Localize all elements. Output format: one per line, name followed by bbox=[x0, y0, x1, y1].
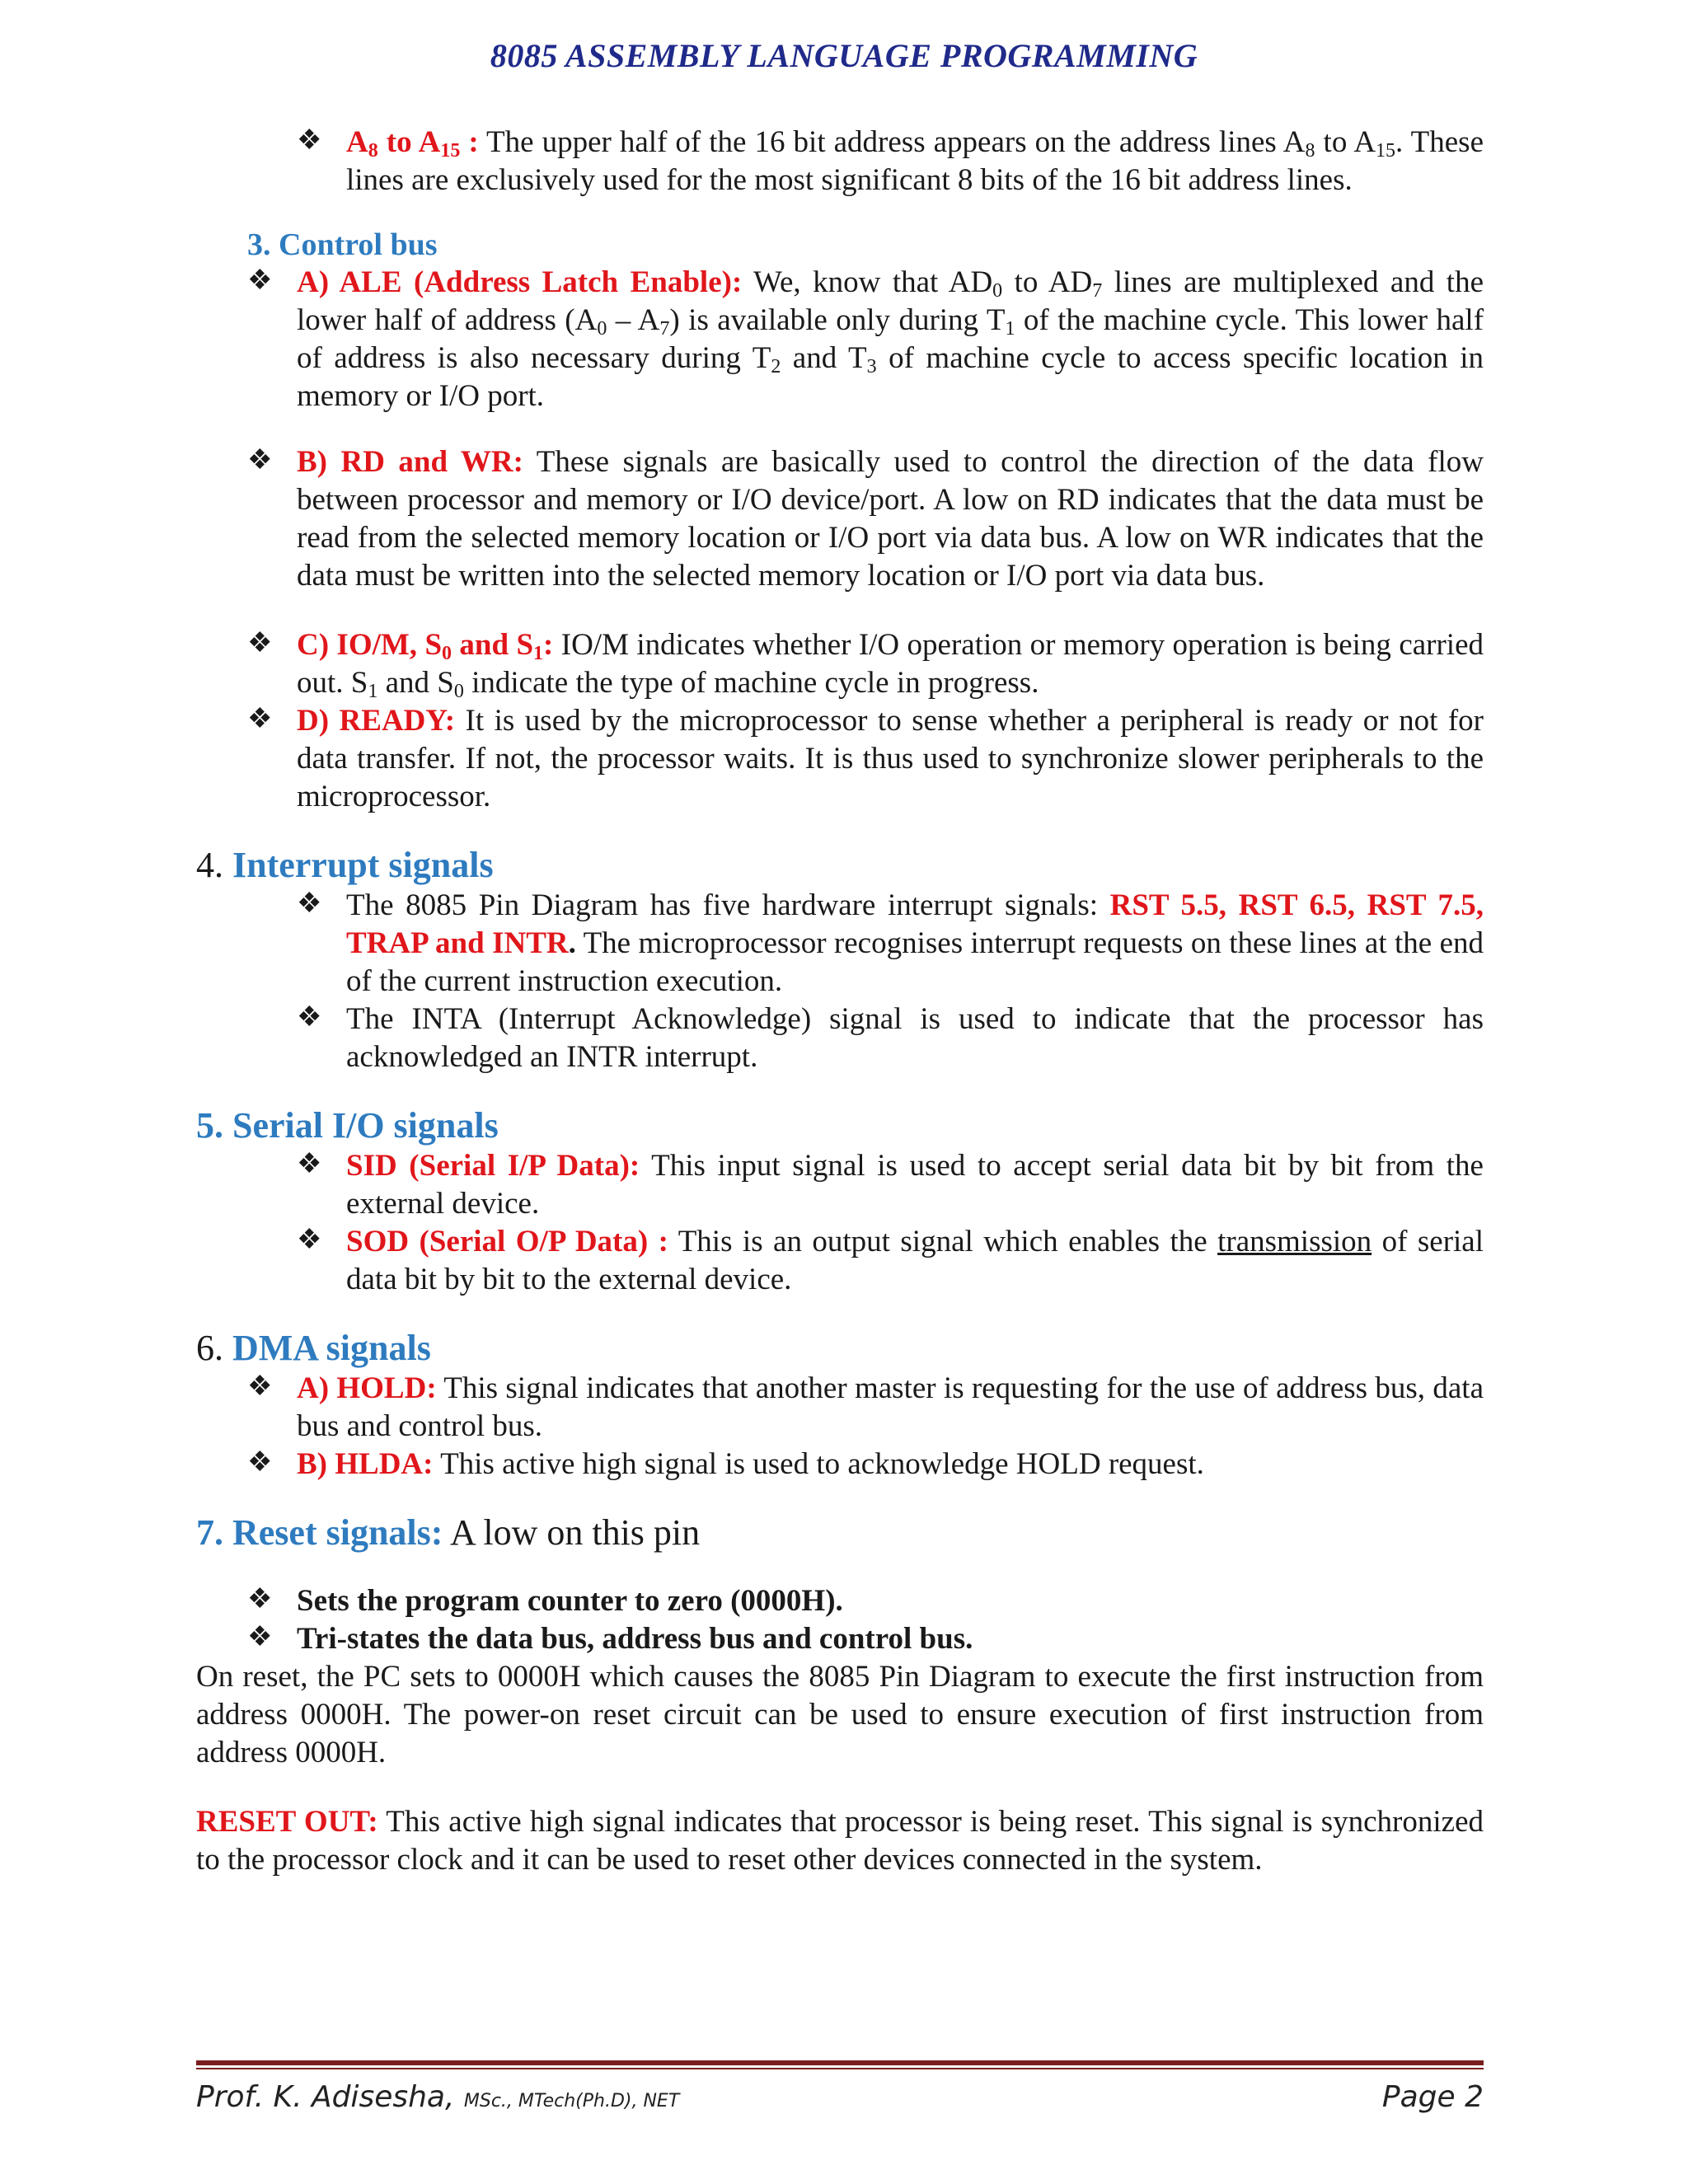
a8-a15-text: $A_8$ to $A_{15}$ : The upper half of the 16 bit address appears on the address lines $A_8$ to $A_{15}$. These lines are exclusively used for the most significant 8 bits of the 16 bit address lines. bbox=[346, 125, 1484, 197]
bullet-icon: ❖ bbox=[247, 1584, 273, 1615]
ready-text: D) READY: It is used by the microprocessor to sense whether a peripheral is ready or not for data transfer. If not, the processor waits. It is thus used to synchronize slower peripherals to the microprocessor. bbox=[297, 704, 1484, 813]
reset-text-2: Tri-states the data bus, address bus and control bus. bbox=[297, 1622, 973, 1656]
footer-divider-thin bbox=[196, 2068, 1484, 2069]
bullet-icon: ❖ bbox=[297, 1225, 322, 1255]
heading-control-bus: 3. Control bus bbox=[247, 227, 438, 262]
bullet-icon: ❖ bbox=[297, 888, 322, 919]
bullet-icon: ❖ bbox=[297, 1002, 322, 1033]
bullet-ale bbox=[247, 264, 1484, 415]
heading-reset-signals: 7. Reset signals: A low on this pin bbox=[196, 1512, 701, 1553]
bullet-reset-2 bbox=[247, 1620, 1484, 1658]
bullet-icon: ❖ bbox=[297, 1149, 322, 1179]
bullet-hlda bbox=[247, 1446, 1484, 1483]
bullet-interrupt-1 bbox=[297, 887, 1484, 1001]
bullet-icon: ❖ bbox=[247, 1371, 273, 1402]
hlda-text: B) HLDA: This active high signal is used to acknowledge HOLD request. bbox=[297, 1447, 1204, 1481]
reset-paragraph: On reset, the PC sets to 0000H which causes the 8085 Pin Diagram to execute the first instruction from address 0000H. The power-on reset circuit can be used to ensure execution of first instruction from address 0000H. bbox=[196, 1660, 1484, 1769]
bullet-icon: ❖ bbox=[247, 445, 273, 476]
bullet-icon: ❖ bbox=[247, 704, 273, 734]
bullet-icon: ❖ bbox=[247, 1622, 273, 1652]
bullet-icon: ❖ bbox=[247, 628, 273, 658]
bullet-rd-wr bbox=[247, 443, 1484, 595]
bullet-hold bbox=[247, 1370, 1484, 1446]
page-content bbox=[196, 124, 1484, 1879]
page-header-title: 8085 ASSEMBLY LANGUAGE PROGRAMMING bbox=[490, 37, 1198, 74]
heading-interrupt-signals: 4. Interrupt signals bbox=[196, 845, 494, 885]
bullet-sod bbox=[297, 1223, 1484, 1299]
bullet-reset-1 bbox=[247, 1582, 1484, 1620]
bullet-sid bbox=[297, 1147, 1484, 1223]
sod-text: SOD (Serial O/P Data) : This is an output signal which enables the transmission of serial data bit by bit to the external device. bbox=[346, 1225, 1484, 1296]
bullet-io-m bbox=[247, 626, 1484, 702]
sid-text: SID (Serial I/P Data): This input signal is used to accept serial data bit by bit from the external device. bbox=[346, 1149, 1484, 1221]
rd-wr-text: B) RD and WR: These signals are basically used to control the direction of the data flow between processor and memory or I/O device/port. A low on RD indicates that the data must be read from the selected memory location or I/O port via data bus. A low on WR indicates that the data must be written into the selected memory location or I/O port via data bus. bbox=[297, 445, 1484, 593]
bullet-icon: ❖ bbox=[297, 125, 322, 156]
reset-out-paragraph: RESET OUT: This active high signal indicates that processor is being reset. This signal is synchronized to the processor clock and it can be used to reset other devices connected in the system. bbox=[196, 1805, 1484, 1877]
ale-text: A) ALE (Address Latch Enable): We, know that $AD_0$ to $AD_7$ lines are multiplexed and the lower half of address $(A_0 - A_7)$ is available only during $T_1$ of the machine cycle. This lower half of address is also necessary during $T_2$ and $T_3$ of machine cycle to access specific location in memory or I/O port. bbox=[297, 265, 1484, 413]
heading-serial-io: 5. Serial I/O signals bbox=[196, 1105, 499, 1146]
bullet-interrupt-2 bbox=[297, 1001, 1484, 1076]
footer-divider bbox=[196, 2060, 1484, 2065]
footer-author: Prof. K. Adisesha, MSc., MTech(Ph.D), NET bbox=[196, 2080, 680, 2114]
hold-text: A) HOLD: This signal indicates that another master is requesting for the use of address bus, data bus and control bus. bbox=[297, 1371, 1484, 1443]
bullet-ready bbox=[247, 702, 1484, 816]
io-m-text: C) IO/M, $S_0$ and $S_1$: IO/M indicates whether I/O operation or memory operation is being carried out. $S_1$ and $S_0$ indicate the type of machine cycle in progress. bbox=[297, 628, 1484, 702]
heading-dma-signals: 6. DMA signals bbox=[196, 1328, 431, 1368]
interrupt-text-2: The INTA (Interrupt Acknowledge) signal is used to indicate that the processor has acknowledged an INTR interrupt. bbox=[346, 1002, 1484, 1074]
bullet-icon: ❖ bbox=[247, 265, 273, 296]
footer-page-number: Page 2 bbox=[1381, 2080, 1484, 2114]
interrupt-text-1: The 8085 Pin Diagram has five hardware interrupt signals: RST 5.5, RST 6.5, RST 7.5, TRAP and INTR. The microprocessor recognises interrupt requests on these lines at the end of the current instruction execution. bbox=[346, 888, 1484, 998]
bullet-icon: ❖ bbox=[247, 1447, 273, 1478]
reset-text-1: Sets the program counter to zero (0000H). bbox=[297, 1584, 843, 1618]
bullet-a8-a15 bbox=[297, 124, 1484, 199]
